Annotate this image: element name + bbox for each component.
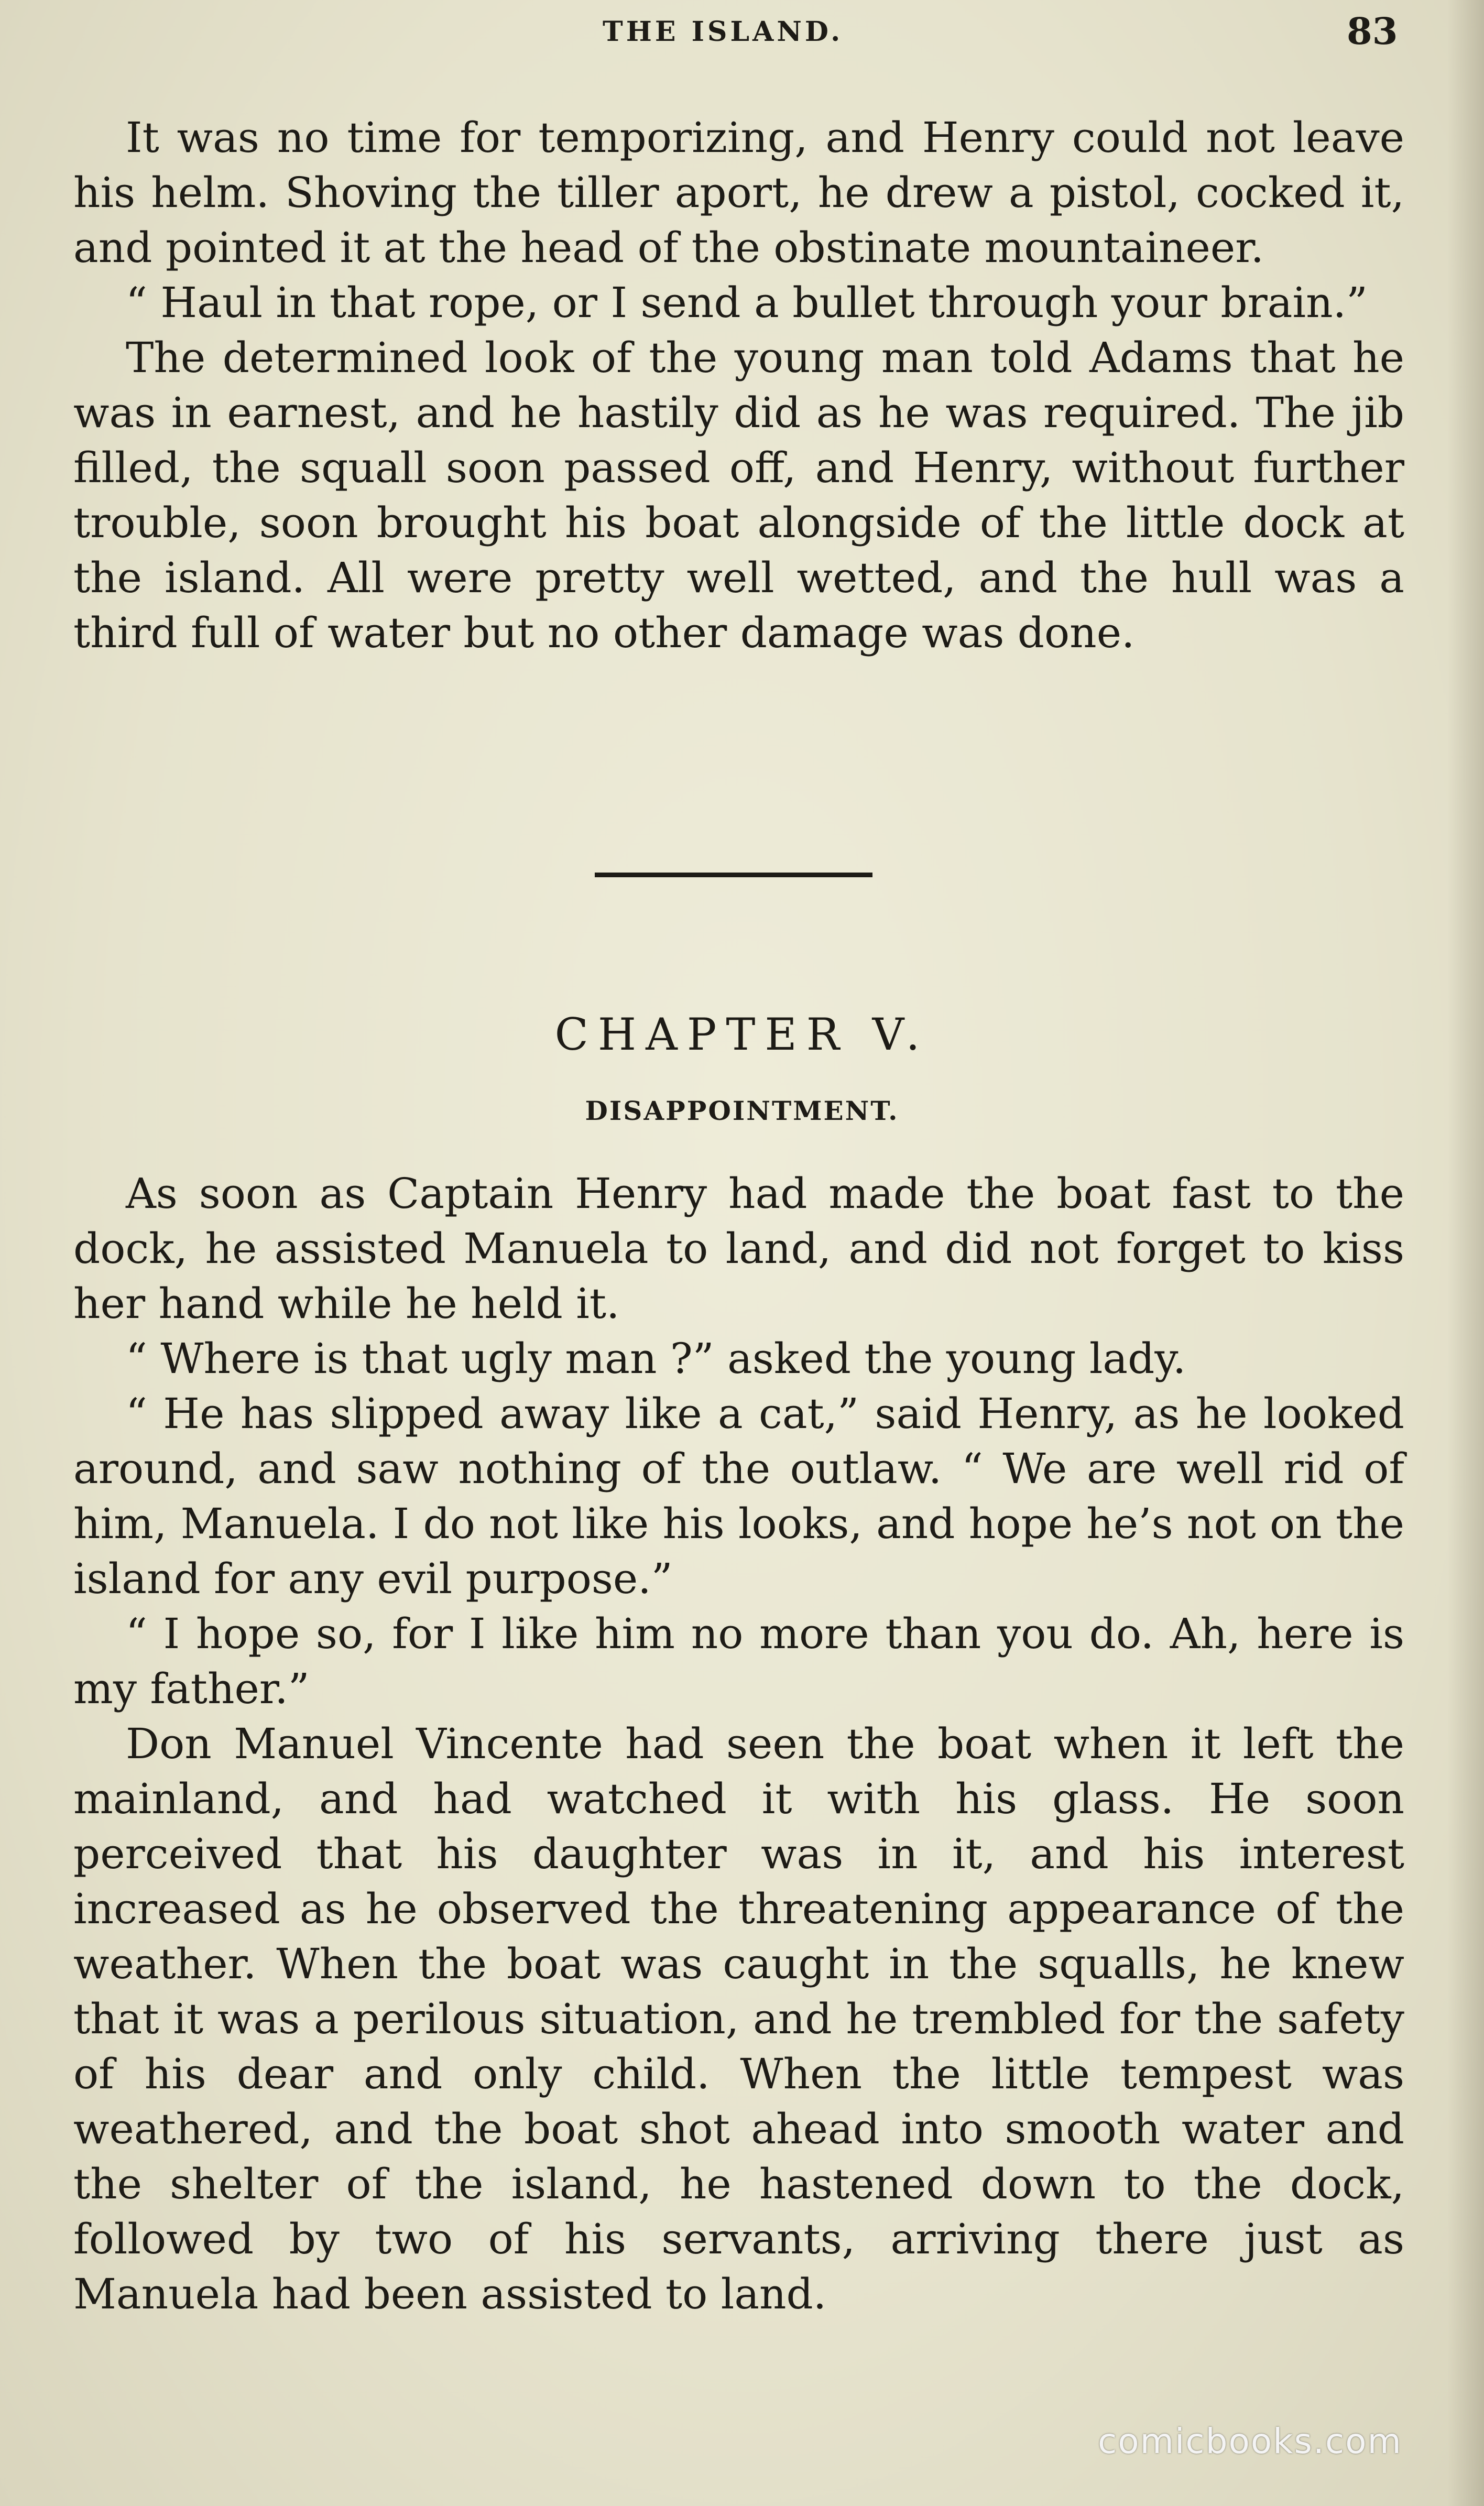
- paragraph: It was no time for temporizing, and Henry could not leave his helm. Shoving the tiller aport, he drew a pistol, cocked it, and pointed it at the head of the obstinate mountaineer.: [73, 113, 1404, 272]
- running-head: THE ISLAND.: [603, 16, 844, 48]
- text-block-bottom: [73, 1166, 1404, 2322]
- watermark: comicbooks.com: [1098, 2421, 1402, 2461]
- paragraph: “ I hope so, for I like him no more than you do. Ah, here is my father.”: [73, 1609, 1404, 1713]
- page-header: [0, 5, 1484, 58]
- paragraph: Don Manuel Vincente had seen the boat when it left the mainland, and had watched it with his glass. He soon perceived that his daughter was in it, and his interest increased as he observed the threatening appearance of the weather. When the boat was caught in the squalls, he knew that it was a perilous situation, and he trembled for the safety of his dear and only child. When the little tempest was weathered, and the boat shot ahead into smooth water and the shelter of the island, he hastened down to the dock, followed by two of his servants, arriving there just as Manuela had been assisted to land.: [73, 1719, 1404, 2318]
- paragraph: “ He has slipped away like a cat,” said Henry, as he looked around, and saw nothing of the outlaw. “ We are well rid of him, Manuela. I do not like his looks, and hope he’s not on the island for any evil purpose.”: [73, 1389, 1404, 1603]
- page-edge-shadow: [1447, 0, 1484, 2506]
- paragraph: The determined look of the young man told Adams that he was in earnest, and he hastily did as he was required. The jib filled, the squall soon passed off, and Henry, without further trouble, soon brought his boat alongside of the little dock at the island. All were pretty well wetted, and the hull was a third full of water but no other damage was done.: [73, 333, 1404, 657]
- text-block-top: [73, 110, 1404, 660]
- paragraph: As soon as Captain Henry had made the boat fast to the dock, he assisted Manuela to land, and did not forget to kiss her hand while he held it.: [73, 1169, 1404, 1328]
- chapter-title: CHAPTER V.: [554, 1009, 930, 1060]
- chapter-subtitle: DISAPPOINTMENT.: [585, 1095, 899, 1126]
- paragraph: “ Haul in that rope, or I send a bullet through your brain.”: [126, 278, 1368, 327]
- section-divider-rule: [595, 873, 872, 877]
- page-number: 83: [1347, 9, 1398, 53]
- paragraph: “ Where is that ugly man ?” asked the young lady.: [126, 1334, 1186, 1383]
